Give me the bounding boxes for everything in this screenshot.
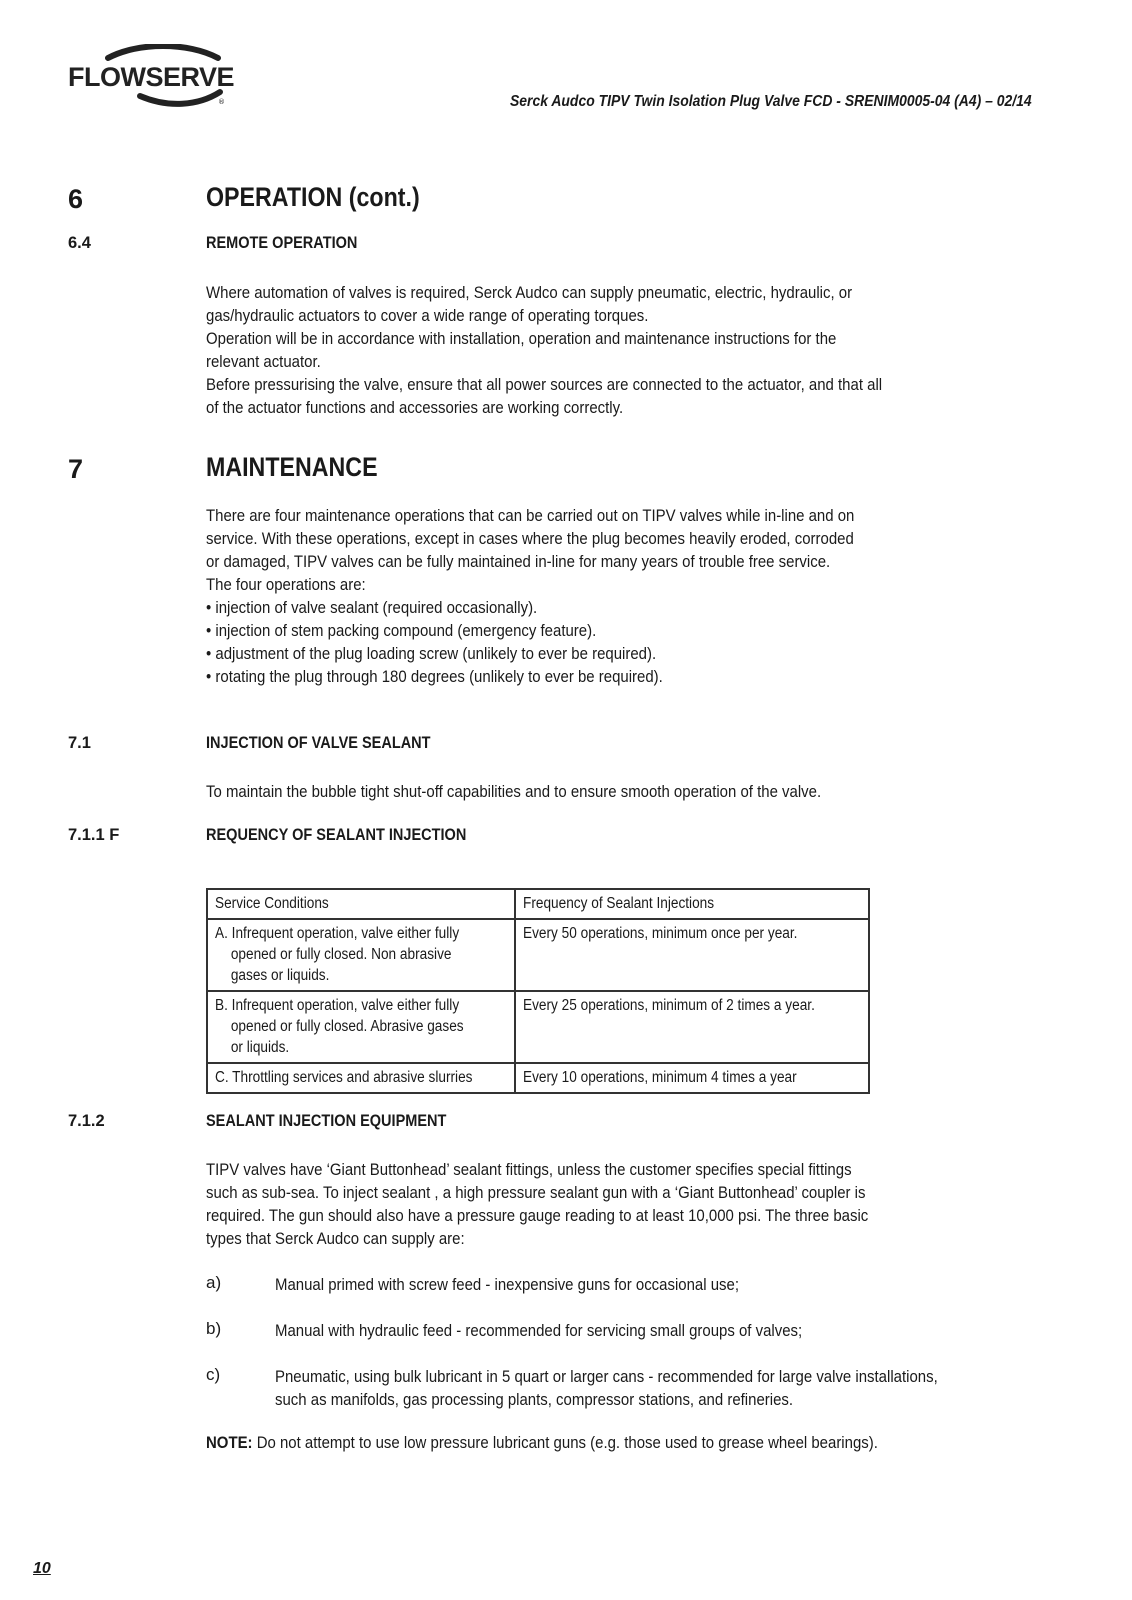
- paragraph-line: relevant actuator.: [206, 352, 321, 371]
- section-7-1-2-number: 7.1.2: [68, 1112, 105, 1130]
- section-7-1-1-number: 7.1.1 F: [68, 826, 120, 844]
- table-cell: Every 25 operations, minimum of 2 times a year.: [515, 991, 869, 1063]
- section-7-1-2-title: SEALANT INJECTION EQUIPMENT: [206, 1112, 447, 1130]
- paragraph-line: gas/hydraulic actuators to cover a wide range of operating torques.: [206, 306, 649, 325]
- bullet-item: • adjustment of the plug loading screw (unlikely to ever be required).: [206, 644, 657, 663]
- section-6-4-title: REMOTE OPERATION: [206, 234, 358, 252]
- table-row: [207, 991, 869, 1063]
- page-number: 10: [33, 1560, 51, 1577]
- paragraph-line: The four operations are:: [206, 575, 366, 594]
- list-item-text: Manual with hydraulic feed - recommended for servicing small groups of valves;: [275, 1321, 803, 1340]
- bullet-item: • rotating the plug through 180 degrees (unlikely to ever be required).: [206, 667, 663, 686]
- section-6-number: 6: [68, 184, 84, 214]
- list-item-text: Pneumatic, using bulk lubricant in 5 quart or larger cans - recommended for large valve installations, such as manifolds, gas processing plants, compressor stations, and refineries.: [275, 1367, 938, 1409]
- list-item-label: a): [206, 1273, 222, 1292]
- paragraph-line: or damaged, TIPV valves can be fully maintained in-line for many years of trouble free service.: [206, 552, 831, 571]
- section-7-body: [206, 504, 854, 688]
- sealant-frequency-table: [206, 888, 870, 1094]
- section-7-1-body: To maintain the bubble tight shut-off capabilities and to ensure smooth operation of the valve.: [206, 782, 822, 801]
- note-paragraph: [206, 1433, 878, 1453]
- paragraph-line: service. With these operations, except in cases where the plug becomes heavily eroded, corroded: [206, 529, 854, 548]
- paragraph-line: required. The gun should also have a pressure gauge reading to at least 10,000 psi. The three basic: [206, 1206, 869, 1225]
- section-7-number: 7: [68, 454, 84, 484]
- table-header-row: [207, 889, 869, 919]
- table-header-cell: Frequency of Sealant Injections: [515, 889, 869, 919]
- section-6-4-body: [206, 281, 882, 419]
- list-item-label: c): [206, 1365, 221, 1384]
- paragraph-line: types that Serck Audco can supply are:: [206, 1229, 465, 1248]
- paragraph-line: of the actuator functions and accessories are working correctly.: [206, 398, 624, 417]
- document-title: Serck Audco TIPV Twin Isolation Plug Valve FCD - SRENIM0005-04 (A4) – 02/14: [510, 93, 1032, 110]
- paragraph-line: Operation will be in accordance with installation, operation and maintenance instructions for the: [206, 329, 837, 348]
- table-row: [207, 1063, 869, 1093]
- section-7-title: MAINTENANCE: [206, 452, 378, 482]
- paragraph-line: TIPV valves have ‘Giant Buttonhead’ sealant fittings, unless the customer specifies special fittings: [206, 1160, 852, 1179]
- section-7-1-1-title: REQUENCY OF SEALANT INJECTION: [206, 826, 467, 844]
- section-6-title: OPERATION (cont.): [206, 182, 420, 212]
- table-header-cell: Service Conditions: [207, 889, 515, 919]
- list-item-text: Manual primed with screw feed - inexpensive guns for occasional use;: [275, 1275, 739, 1294]
- table-cell: A. Infrequent operation, valve either fully opened or fully closed. Non abrasive gases or liquids.: [207, 919, 515, 991]
- flowserve-logo: [68, 44, 238, 110]
- section-7-1-title: INJECTION OF VALVE SEALANT: [206, 734, 431, 752]
- table-cell: Every 10 operations, minimum 4 times a year: [515, 1063, 869, 1093]
- paragraph-line: Before pressurising the valve, ensure that all power sources are connected to the actuator, and that all: [206, 375, 883, 394]
- note-label: NOTE:: [206, 1433, 253, 1452]
- table-cell: C. Throttling services and abrasive slurries: [207, 1063, 515, 1093]
- svg-text:®: ®: [218, 98, 225, 106]
- table-cell: Every 50 operations, minimum once per year.: [515, 919, 869, 991]
- paragraph-line: There are four maintenance operations that can be carried out on TIPV valves while in-line and on: [206, 506, 855, 525]
- paragraph-line: such as sub-sea. To inject sealant , a high pressure sealant gun with a ‘Giant Buttonhead’ coupler is: [206, 1183, 866, 1202]
- paragraph-line: Where automation of valves is required, Serck Audco can supply pneumatic, electric, hydraulic, or: [206, 283, 853, 302]
- table-row: [207, 919, 869, 991]
- section-7-1-2-body: [206, 1158, 868, 1250]
- note-text: Do not attempt to use low pressure lubricant guns (e.g. those used to grease wheel bearings).: [252, 1433, 878, 1452]
- bullet-item: • injection of valve sealant (required occasionally).: [206, 598, 538, 617]
- logo-wordmark: FLOWSERVE: [68, 62, 235, 92]
- bullet-item: • injection of stem packing compound (emergency feature).: [206, 621, 597, 640]
- table-cell: B. Infrequent operation, valve either fully opened or fully closed. Abrasive gases or liquids.: [207, 991, 515, 1063]
- list-item-label: b): [206, 1319, 222, 1338]
- section-6-4-number: 6.4: [68, 234, 91, 252]
- section-7-1-number: 7.1: [68, 734, 91, 752]
